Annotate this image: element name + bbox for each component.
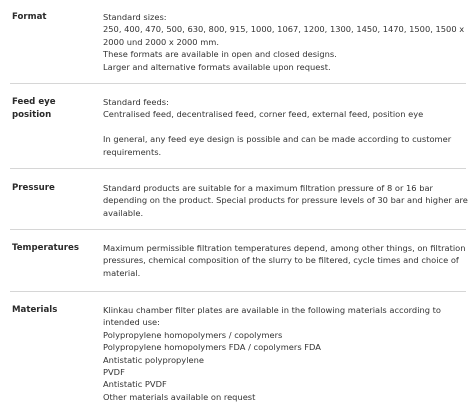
value-line: requirements. [103, 146, 162, 157]
value-line: Larger and alternative formats available upon request. [103, 61, 331, 72]
value-line: Polypropylene homopolymers FDA / copolymers FDA [103, 342, 321, 353]
row-value [103, 304, 468, 403]
row-divider [10, 291, 466, 292]
value-line: Maximum permissible filtration temperatures depend, among other things, on filtration [103, 243, 466, 253]
value-line: PVDF [103, 367, 125, 378]
value-line: Centralised feed, decentralised feed, corner feed, external feed, position eye [103, 109, 424, 120]
value-line: Antistatic PVDF [103, 379, 167, 390]
value-line: 2000 und 2000 x 2000 mm. [103, 36, 220, 47]
row-label: Temperatures [12, 243, 79, 253]
row-label: Format [12, 12, 47, 22]
row-divider [10, 83, 466, 84]
row-label: Materials [12, 305, 58, 315]
value-gap [103, 121, 468, 133]
row-divider [10, 168, 466, 169]
value-line: In general, any feed eye design is possible and can be made according to customer [103, 134, 452, 145]
value-line: material. [103, 267, 141, 278]
value-line: depending on the product. Special products for pressure levels of 30 bar and higher are [103, 195, 468, 206]
row-label: Feed eye position [12, 97, 56, 120]
value-line: Standard feeds: [103, 97, 169, 107]
value-line: Other materials available on request [103, 391, 256, 402]
value-line: 250, 400, 470, 500, 630, 800, 915, 1000, 1067, 1200, 1300, 1450, 1470, 1500, 1500 x [103, 24, 465, 35]
value-line: Klinkau chamber filter plates are available in the following materials according to [103, 305, 442, 315]
row-value [103, 182, 468, 219]
row-divider [10, 229, 466, 230]
value-line: Polypropylene homopolymers / copolymers [103, 329, 283, 340]
value-line: Antistatic polypropylene [103, 354, 204, 365]
value-line: pressures, chemical composition of the slurry to be filtered, cycle times and choice of [103, 255, 459, 266]
row-value [103, 96, 468, 158]
value-line: Standard sizes: [103, 12, 167, 22]
row-value [103, 11, 468, 73]
value-line: These formats are available in open and closed designs. [103, 49, 337, 60]
row-value [103, 242, 468, 279]
value-line: intended use: [103, 317, 160, 328]
value-line: Standard products are suitable for a maximum filtration pressure of 8 or 16 bar [103, 183, 433, 193]
value-line: available. [103, 207, 144, 218]
row-label: Pressure [12, 183, 55, 193]
